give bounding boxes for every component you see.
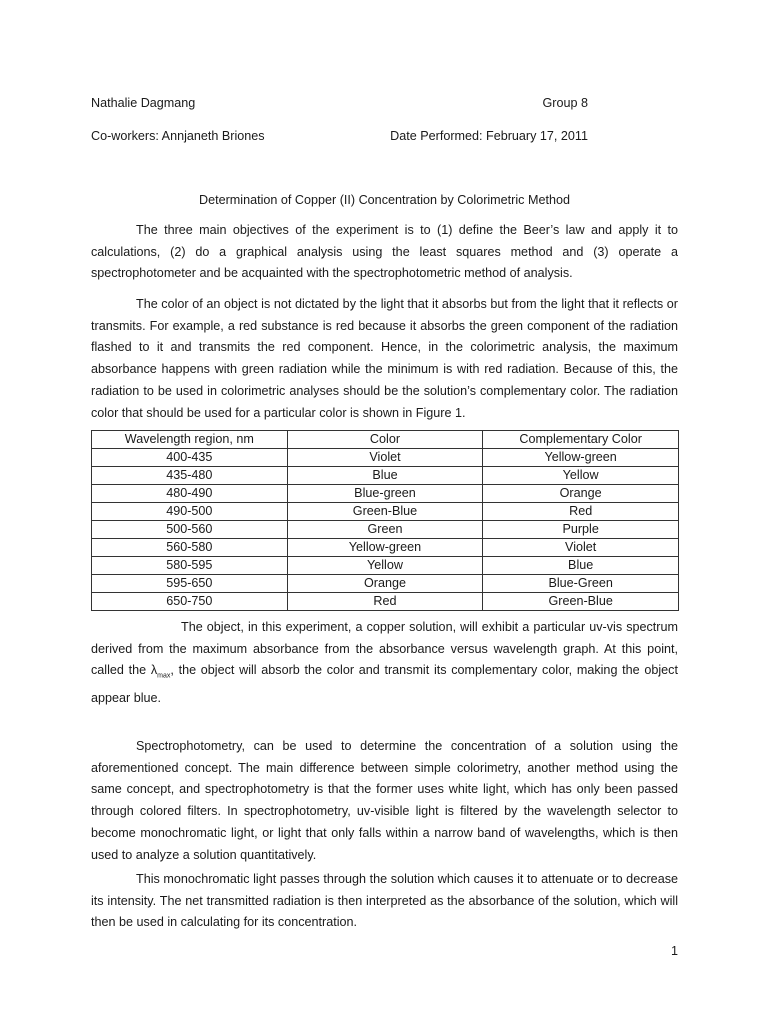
table-cell: Blue (483, 557, 679, 575)
paragraph-objectives (91, 220, 678, 285)
table-cell: Green-Blue (287, 503, 483, 521)
date-performed: Date Performed: February 17, 2011 (390, 129, 588, 143)
table-row (92, 485, 679, 503)
table-row (92, 503, 679, 521)
paragraph-text: The three main objectives of the experiment is to (1) define the Beer’s law and apply it to calculations, (2) do a graphical analysis using the least squares method and (3) operate a spectrophotometer and be acquainted with the spectrophotometric method of analysis. (91, 223, 678, 281)
paragraph-text: This monochromatic light passes through the solution which causes it to attenuate or to decrease its intensity. The net transmitted radiation is then interpreted as the absorbance of the solution, which will then be used in calculating for its concentration. (91, 872, 678, 930)
table-cell: 435-480 (92, 467, 288, 485)
paragraph-spectrophotometry (91, 736, 678, 866)
paragraph-text: Spectrophotometry, can be used to determine the concentration of a solution using the aforementioned concept. The main difference between simple colorimetry, another method using the same concept, and spectrophotometry is that the former uses white light, which has only been passed through colored filters. In spectrophotometry, uv-visible light is filtered by the wavelength selector to become monochromatic light, or light that only falls within a narrow band of wavelengths, which is then used to analyze a solution quantitatively. (91, 739, 678, 862)
table-cell: Violet (483, 539, 679, 557)
table-header-cell: Color (287, 431, 483, 449)
paragraph-copper-solution (91, 617, 678, 709)
table-cell: Blue-green (287, 485, 483, 503)
table-row (92, 575, 679, 593)
coworkers-label: Co-workers: Annjaneth Briones (91, 129, 265, 143)
table-cell: Yellow-green (287, 539, 483, 557)
table-header-cell: Complementary Color (483, 431, 679, 449)
header-row-1 (91, 94, 678, 112)
table-cell: Red (483, 503, 679, 521)
table-row (92, 521, 679, 539)
paragraph-text-b: , the object will absorb the color and transmit its complementary color, making the object appear blue. (91, 663, 678, 705)
table-row (92, 467, 679, 485)
table-cell: Orange (287, 575, 483, 593)
document-title: Determination of Copper (II) Concentration by Colorimetric Method (199, 193, 570, 207)
author-name: Nathalie Dagmang (91, 96, 196, 110)
table-cell: 400-435 (92, 449, 288, 467)
table-cell: Purple (483, 521, 679, 539)
table-cell: 580-595 (92, 557, 288, 575)
table-cell: 595-650 (92, 575, 288, 593)
paragraph-text-a: The object, in this experiment, a copper solution, will exhibit a particular uv-vis spectrum derived from the maximum absorbance from the absorbance versus wavelength graph. At this point, called the λ (91, 620, 678, 678)
table-cell: 560-580 (92, 539, 288, 557)
table-cell: 650-750 (92, 593, 288, 611)
paragraph-monochromatic-light (91, 869, 678, 934)
table-cell: Blue (287, 467, 483, 485)
group-label: Group 8 (542, 96, 588, 110)
table-row (92, 557, 679, 575)
table-header-row (92, 431, 679, 449)
paragraph-text (91, 617, 678, 709)
table-cell: Green (287, 521, 483, 539)
table-row (92, 593, 679, 611)
wavelength-color-table (91, 430, 679, 611)
table-cell: Blue-Green (483, 575, 679, 593)
table-header-cell: Wavelength region, nm (92, 431, 288, 449)
table-cell: Yellow-green (483, 449, 679, 467)
table-row (92, 539, 679, 557)
header-row-2 (91, 127, 678, 145)
paragraph-color-theory (91, 294, 678, 424)
table-cell: Violet (287, 449, 483, 467)
table-cell: 480-490 (92, 485, 288, 503)
table-cell: Red (287, 593, 483, 611)
table-cell: Yellow (287, 557, 483, 575)
table-cell: Orange (483, 485, 679, 503)
paragraph-text: The color of an object is not dictated by the light that it absorbs but from the light that it reflects or transmits. For example, a red substance is red because it absorbs the green component of the radiation flashed to it and transmits the red component. Hence, in the colorimetric analysis, the maximum absorbance happens with green radiation while the minimum is with red radiation. Because of this, the radiation to be used in colorimetric analyses should be the solution’s complementary color. The radiation color that should be used for a particular color is shown in Figure 1. (91, 297, 678, 420)
table-cell: 500-560 (92, 521, 288, 539)
lambda-max-subscript: max (157, 672, 171, 680)
table-cell: Yellow (483, 467, 679, 485)
table-cell: Green-Blue (483, 593, 679, 611)
table-cell: 490-500 (92, 503, 288, 521)
table-row (92, 449, 679, 467)
page-number: 1 (670, 944, 678, 958)
